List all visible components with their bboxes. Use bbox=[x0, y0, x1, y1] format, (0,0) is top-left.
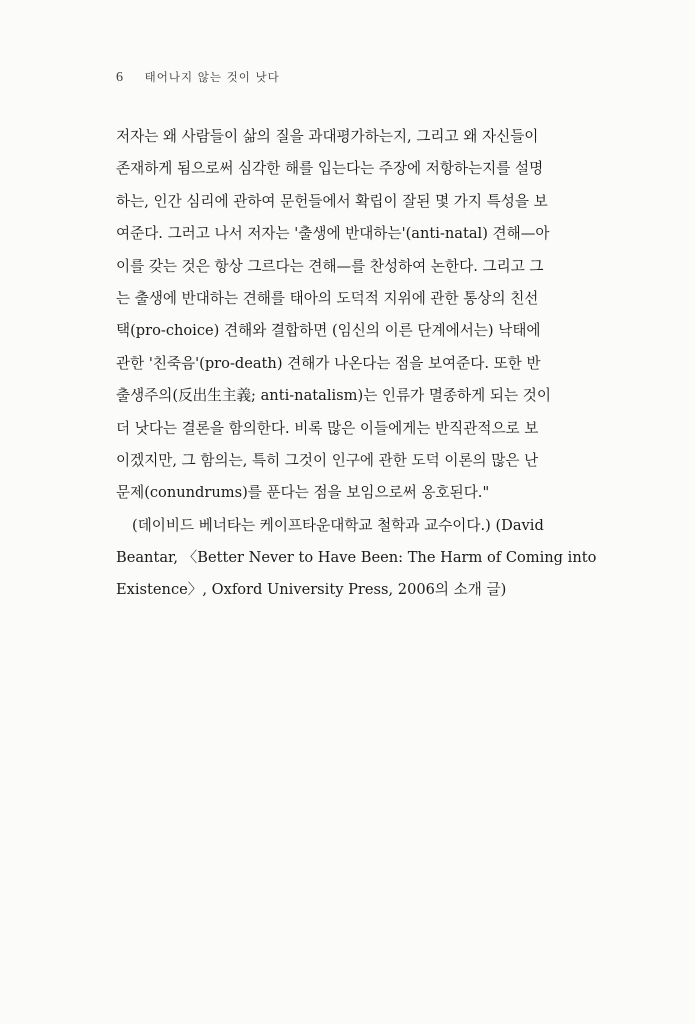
quote-line: 존재하게 됨으로써 심각한 해를 입는다는 주장에 저항하는지를 설명 bbox=[116, 160, 544, 178]
running-title: 태어나지 않는 것이 낫다 bbox=[144, 70, 280, 84]
quote-line: 이겠지만, 그 함의는, 특히 그것이 인구에 관한 도덕 이론의 많은 난 bbox=[116, 451, 539, 469]
quote-line: 더 낫다는 결론을 함의한다. 비록 많은 이들에게는 반직관적으로 보 bbox=[116, 419, 539, 437]
body-text bbox=[116, 121, 628, 607]
quote-line: 문제(conundrums)를 푼다는 점을 보임으로써 옹호된다." bbox=[116, 484, 490, 502]
quote-line: 저자는 왜 사람들이 삶의 질을 과대평가하는지, 그리고 왜 자신들이 bbox=[116, 128, 539, 145]
quote-line: 는 출생에 반대하는 견해를 태아의 도덕적 지위에 관한 통상의 친선 bbox=[116, 289, 539, 307]
page-header bbox=[116, 69, 280, 86]
quote-line: 여준다. 그러고 나서 저자는 '출생에 반대하는'(anti-natal) 견해—아 bbox=[116, 225, 550, 243]
quote-line: 이를 갖는 것은 항상 그르다는 견해—를 찬성하여 논한다. 그리고 그 bbox=[116, 257, 544, 275]
citation-line: Beantar, 〈Better Never to Have Been: The Harm of Coming into bbox=[116, 549, 597, 567]
quote-line: 관한 '친죽음'(pro-death) 견해가 나온다는 점을 보여준다. 또한 반 bbox=[116, 354, 541, 372]
quote-line: 하는, 인간 심리에 관하여 문헌들에서 확립이 잘된 몇 가지 특성을 보 bbox=[116, 192, 548, 210]
page-number: 6 bbox=[116, 70, 124, 85]
quote-line: 출생주의(反出生主義; anti-natalism)는 인류가 멸종하게 되는 것이 bbox=[116, 387, 551, 405]
citation-line: (데이비드 베너타는 케이프타운대학교 철학과 교수이다.) (David bbox=[132, 516, 544, 534]
citation-line: Existence〉, Oxford University Press, 2006의 소개 글) bbox=[116, 581, 507, 599]
quote-line: 택(pro-choice) 견해와 결합하면 (임신의 이른 단계에서는) 낙태에 bbox=[116, 322, 541, 340]
citation-paragraph bbox=[116, 510, 628, 607]
quote-paragraph bbox=[116, 121, 628, 510]
